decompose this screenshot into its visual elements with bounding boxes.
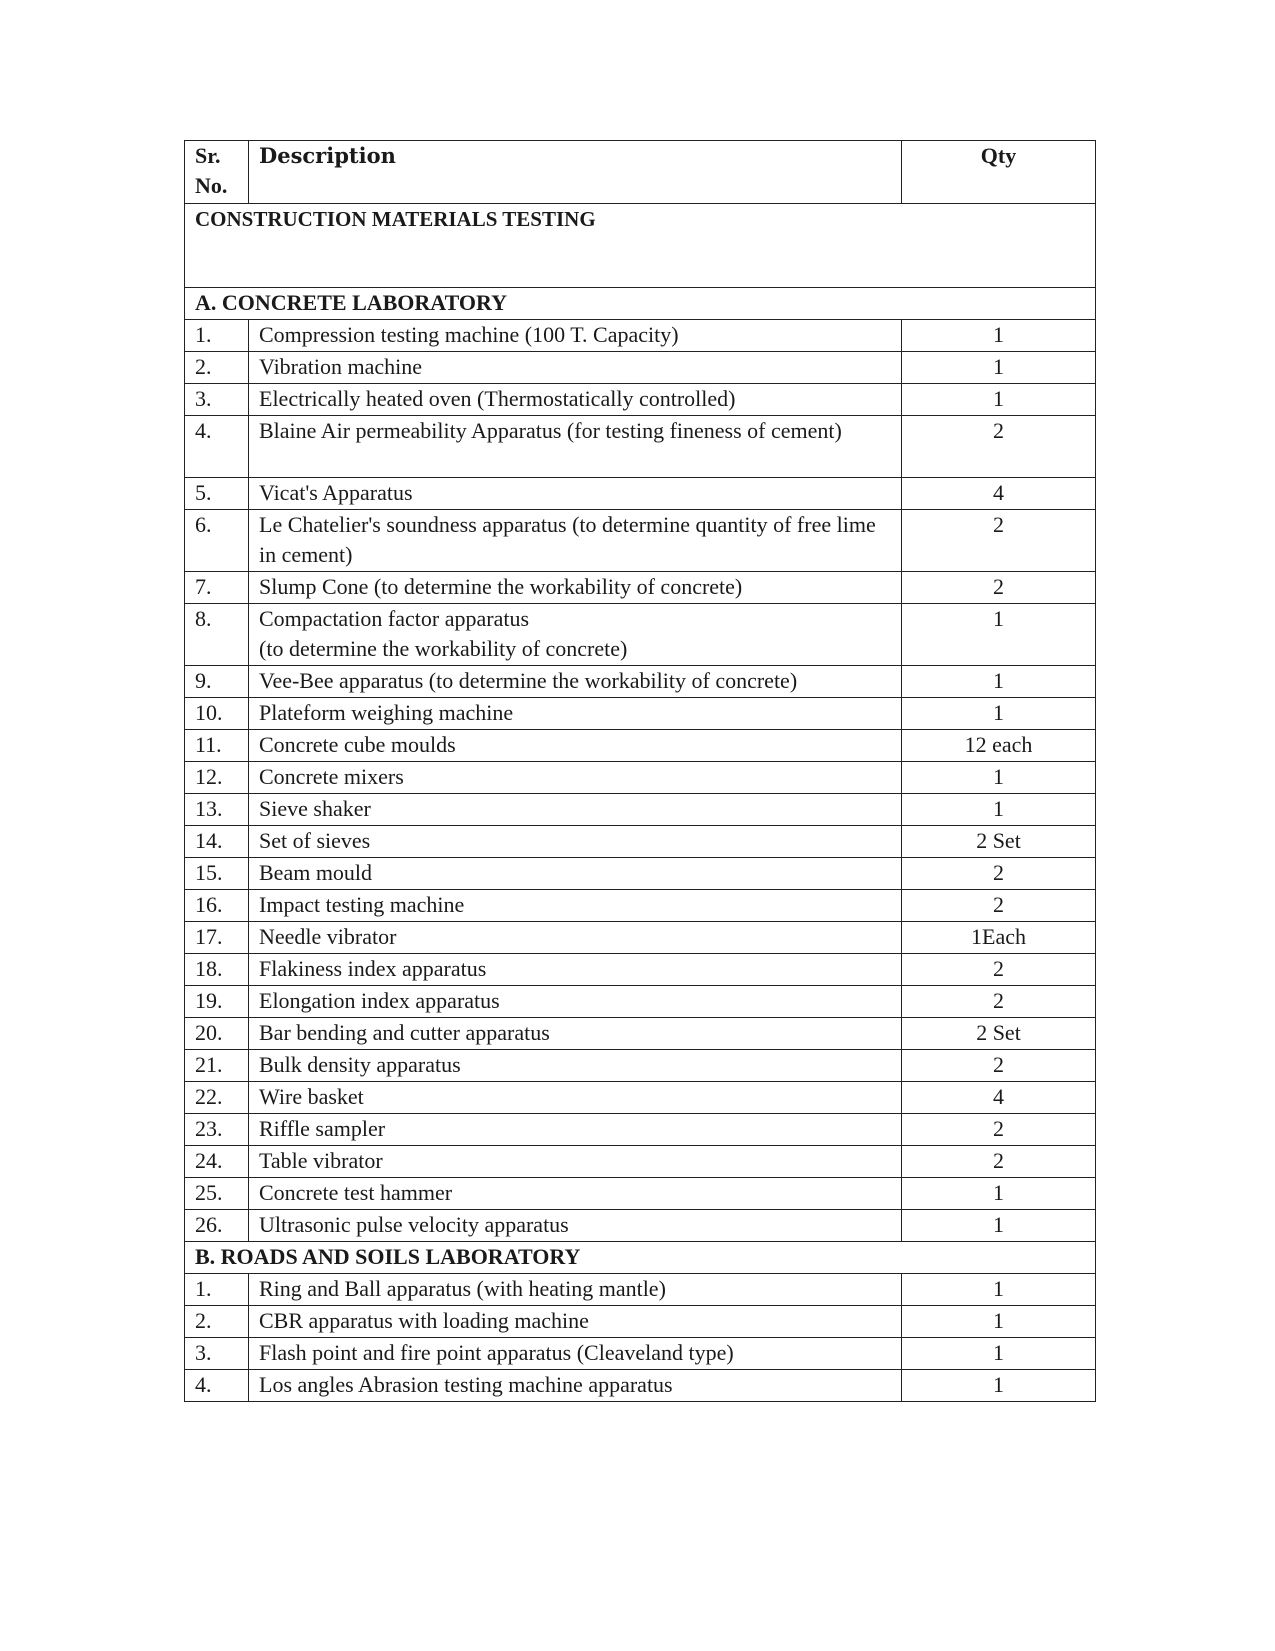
description-cell: Beam mould: [249, 858, 902, 890]
section-header-row: [185, 288, 1096, 320]
qty-cell: 1: [902, 1178, 1096, 1210]
table-row: [185, 1306, 1096, 1338]
sr-number-cell: 18.: [185, 954, 249, 986]
sr-number-cell: 7.: [185, 572, 249, 604]
sr-number-cell: 1.: [185, 320, 249, 352]
table-row: [185, 478, 1096, 510]
description-cell: Plateform weighing machine: [249, 698, 902, 730]
sr-number-cell: 5.: [185, 478, 249, 510]
description-cell: Elongation index apparatus: [249, 986, 902, 1018]
qty-cell: 1: [902, 698, 1096, 730]
description-cell: Le Chatelier's soundness apparatus (to determine quantity of free lime in cement): [249, 510, 902, 572]
table-row: [185, 572, 1096, 604]
qty-cell: 1: [902, 1338, 1096, 1370]
table-row: [185, 604, 1096, 666]
equipment-table: [184, 140, 1096, 1402]
sr-number-cell: 25.: [185, 1178, 249, 1210]
table-row: [185, 1050, 1096, 1082]
description-cell: Set of sieves: [249, 826, 902, 858]
description-cell: Vee-Bee apparatus (to determine the workability of concrete): [249, 666, 902, 698]
description-cell: Sieve shaker: [249, 794, 902, 826]
table-row: [185, 1114, 1096, 1146]
qty-cell: 1: [902, 1306, 1096, 1338]
qty-cell: 2 Set: [902, 1018, 1096, 1050]
sr-number-cell: 21.: [185, 1050, 249, 1082]
table-row: [185, 826, 1096, 858]
sr-number-cell: 9.: [185, 666, 249, 698]
table-row: [185, 954, 1096, 986]
sr-number-cell: 20.: [185, 1018, 249, 1050]
table-row: [185, 794, 1096, 826]
title-row: [185, 204, 1096, 288]
description-cell: Concrete mixers: [249, 762, 902, 794]
table-row: [185, 1338, 1096, 1370]
table-row: [185, 1178, 1096, 1210]
description-cell: Vicat's Apparatus: [249, 478, 902, 510]
qty-cell: 2: [902, 858, 1096, 890]
document-title: CONSTRUCTION MATERIALS TESTING: [185, 204, 1096, 288]
sr-number-cell: 19.: [185, 986, 249, 1018]
qty-cell: 1: [902, 604, 1096, 666]
table-row: [185, 1082, 1096, 1114]
table-row: [185, 986, 1096, 1018]
qty-cell: 2: [902, 890, 1096, 922]
sr-number-cell: 12.: [185, 762, 249, 794]
qty-cell: 1: [902, 762, 1096, 794]
table-row: [185, 698, 1096, 730]
qty-cell: 1: [902, 666, 1096, 698]
qty-cell: 2: [902, 572, 1096, 604]
table-row: [185, 384, 1096, 416]
sr-number-cell: 14.: [185, 826, 249, 858]
description-cell: Wire basket: [249, 1082, 902, 1114]
description-cell: Blaine Air permeability Apparatus (for testing fineness of cement): [249, 416, 902, 478]
qty-cell: 2: [902, 416, 1096, 478]
sr-number-cell: 22.: [185, 1082, 249, 1114]
description-cell: Concrete test hammer: [249, 1178, 902, 1210]
sr-number-cell: 26.: [185, 1210, 249, 1242]
description-cell: Riffle sampler: [249, 1114, 902, 1146]
header-sr-no: Sr. No.: [185, 141, 249, 204]
table-row: [185, 890, 1096, 922]
qty-cell: 2 Set: [902, 826, 1096, 858]
description-cell: Los angles Abrasion testing machine apparatus: [249, 1370, 902, 1402]
table-row: [185, 1018, 1096, 1050]
description-cell: Needle vibrator: [249, 922, 902, 954]
sr-number-cell: 2.: [185, 1306, 249, 1338]
qty-cell: 2: [902, 1114, 1096, 1146]
qty-cell: 12 each: [902, 730, 1096, 762]
sr-number-cell: 16.: [185, 890, 249, 922]
description-cell: Ring and Ball apparatus (with heating mantle): [249, 1274, 902, 1306]
qty-cell: 4: [902, 478, 1096, 510]
qty-cell: 1: [902, 1274, 1096, 1306]
qty-cell: 2: [902, 1050, 1096, 1082]
sr-number-cell: 15.: [185, 858, 249, 890]
description-cell: CBR apparatus with loading machine: [249, 1306, 902, 1338]
sr-number-cell: 17.: [185, 922, 249, 954]
qty-cell: 1: [902, 320, 1096, 352]
sr-number-cell: 6.: [185, 510, 249, 572]
section-title: A. CONCRETE LABORATORY: [185, 288, 1096, 320]
description-cell: Electrically heated oven (Thermostatically controlled): [249, 384, 902, 416]
description-cell: Flash point and fire point apparatus (Cleaveland type): [249, 1338, 902, 1370]
sr-number-cell: 24.: [185, 1146, 249, 1178]
sr-number-cell: 1.: [185, 1274, 249, 1306]
qty-cell: 1Each: [902, 922, 1096, 954]
sr-number-cell: 4.: [185, 416, 249, 478]
table-row: [185, 416, 1096, 478]
qty-cell: 1: [902, 352, 1096, 384]
section-title: B. ROADS AND SOILS LABORATORY: [185, 1242, 1096, 1274]
sr-number-cell: 8.: [185, 604, 249, 666]
header-qty: Qty: [902, 141, 1096, 204]
description-cell: Bulk density apparatus: [249, 1050, 902, 1082]
section-header-row: [185, 1242, 1096, 1274]
qty-cell: 2: [902, 510, 1096, 572]
description-cell: Impact testing machine: [249, 890, 902, 922]
sr-number-cell: 3.: [185, 1338, 249, 1370]
table-row: [185, 730, 1096, 762]
sr-number-cell: 11.: [185, 730, 249, 762]
qty-cell: 1: [902, 794, 1096, 826]
table-row: [185, 1210, 1096, 1242]
sr-number-cell: 3.: [185, 384, 249, 416]
table-row: [185, 1370, 1096, 1402]
table-row: [185, 922, 1096, 954]
qty-cell: 2: [902, 1146, 1096, 1178]
sr-number-cell: 2.: [185, 352, 249, 384]
qty-cell: 1: [902, 384, 1096, 416]
description-cell: Concrete cube moulds: [249, 730, 902, 762]
qty-cell: 1: [902, 1370, 1096, 1402]
table-row: [185, 352, 1096, 384]
table-row: [185, 320, 1096, 352]
table-row: [185, 666, 1096, 698]
description-cell: Compactation factor apparatus (to determine the workability of concrete): [249, 604, 902, 666]
qty-cell: 2: [902, 954, 1096, 986]
qty-cell: 1: [902, 1210, 1096, 1242]
description-cell: Bar bending and cutter apparatus: [249, 1018, 902, 1050]
sr-number-cell: 13.: [185, 794, 249, 826]
sr-number-cell: 23.: [185, 1114, 249, 1146]
description-cell: Vibration machine: [249, 352, 902, 384]
table-row: [185, 510, 1096, 572]
table-row: [185, 762, 1096, 794]
table-body: [185, 141, 1096, 1402]
sr-number-cell: 4.: [185, 1370, 249, 1402]
header-description: Description: [249, 141, 902, 204]
table-row: [185, 1146, 1096, 1178]
header-row: [185, 141, 1096, 204]
description-cell: Flakiness index apparatus: [249, 954, 902, 986]
description-cell: Table vibrator: [249, 1146, 902, 1178]
qty-cell: 4: [902, 1082, 1096, 1114]
table-row: [185, 1274, 1096, 1306]
sr-number-cell: 10.: [185, 698, 249, 730]
description-cell: Slump Cone (to determine the workability of concrete): [249, 572, 902, 604]
table-row: [185, 858, 1096, 890]
description-cell: Ultrasonic pulse velocity apparatus: [249, 1210, 902, 1242]
description-cell: Compression testing machine (100 T. Capacity): [249, 320, 902, 352]
qty-cell: 2: [902, 986, 1096, 1018]
